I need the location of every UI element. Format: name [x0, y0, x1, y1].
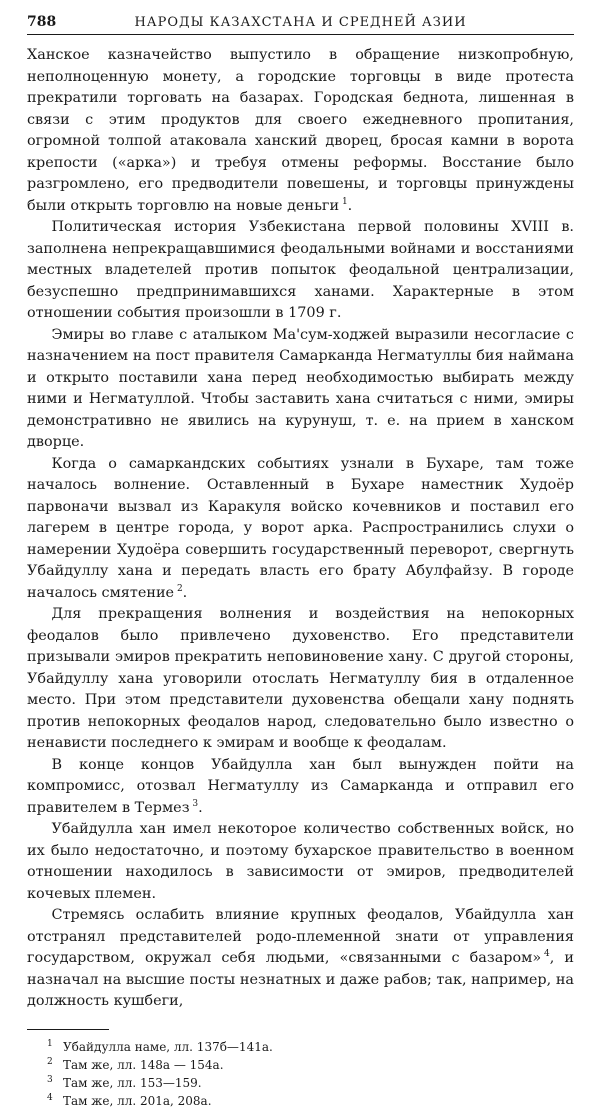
paragraph: В конце концов Убайдулла хан был вынужден пойти на компромисс, отозвал Негматуллу из Самарканда и отправил его правителем в Термез $^3$.: [27, 756, 574, 816]
paragraph: Для прекращения волнения и воздействия на непокорных феодалов было привлечено духовенство. Его представители призывали эмиров прекратить неповиновение хану. С другой стороны, Убайдуллу хана уговорили отослать Негматуллу бия в отдаленное место. При этом представители духовенства обещали хану поднять против непокорных феодалов народ, следовательно было известно о ненависти последнего к эмирам и вообще к феодалам.: [27, 606, 574, 751]
paragraph: Когда о самаркандских событиях узнали в Бухаре, там тоже началось волнение. Оставленный в Бухаре наместник Худоёр парвоначи вызвал из Каракуля войско кочевников и поставил его лагерем в центре города, у ворот арка. Распространились слухи о намерении Худоёра совершить государственный переворот, свергнуть Убайдуллу хана и передать власть его брату Абулфайзу. В городе началось смятение $^2$.: [27, 455, 574, 601]
footnote-ref: 2: [176, 583, 183, 594]
footnote-ref: 4: [544, 949, 550, 960]
footnotes: [27, 1038, 574, 1110]
paragraph: Убайдулла хан имел некоторое количество собственных войск, но их было недостаточно, и поэтому бухарское правительство в военном отношении находилось в зависимости от эмиров, предводителей кочевых племен.: [27, 821, 574, 902]
paragraph: Политическая история Узбекистана первой половины XVIII в. заполнена непрекращавшимися феодальными войнами и восстаниями местных владетелей против попыток феодальной централизации, безуспешно предпринимавшихся ханами. Характерные в этом отношении события произошли в 1709 г.: [27, 219, 574, 321]
footnote: 1 Убайдулла наме, лл. 137б—141а.: [47, 1038, 273, 1054]
paragraph: Ханское казначейство выпустило в обращение низкопробную, неполноценную монету, а городские торговцы в виде протеста прекратили торговать на базарах. Городская беднота, лишенная в связи с этим продуктов для своего ежедневного пропитания, огромной толпой атаковала ханский дворец, бросая камни в ворота крепости («арка») и требуя отмены реформы. Восстание было разгромлено, его предводители повешены, и торговцы принуждены были открыть торговлю на новые деньги $^1$.: [27, 47, 574, 214]
running-title: НАРОДЫ КАЗАХСТАНА И СРЕДНЕЙ АЗИИ: [134, 15, 467, 30]
main-text: [27, 45, 574, 1013]
footnote: 4 Там же, лл. 201а, 208а.: [47, 1092, 212, 1108]
footnote: 2 Там же, лл. 148а — 154а.: [47, 1056, 224, 1072]
page-header: [27, 14, 574, 35]
footnote: 3 Там же, лл. 153—159.: [47, 1074, 202, 1090]
footnote-ref: 3: [192, 798, 199, 809]
footnote-divider: [27, 1029, 109, 1030]
paragraph: Стремясь ослабить влияние крупных феодалов, Убайдулла хан отстранял представителей родо-племенной знати от управления государством, окружал себя людьми, «связанными с базаром» $^4$, и назначал на высшие посты незнатных и даже рабов; так, например, на должность кушбеги,: [27, 907, 574, 1009]
footnote-ref: 1: [341, 196, 348, 207]
paragraph: Эмиры во главе с аталыком Ма'сум-ходжей выразили несогласие с назначением на пост правителя Самарканда Негматуллы бия наймана и открыто поставили хана перед необходимостью выбирать между ними и Негматуллой. Чтобы заставить хана считаться с ними, эмиры демонстративно не явились на курунуш, т. е. на прием в ханском дворце.: [27, 326, 574, 450]
page-number: 788: [27, 14, 57, 30]
